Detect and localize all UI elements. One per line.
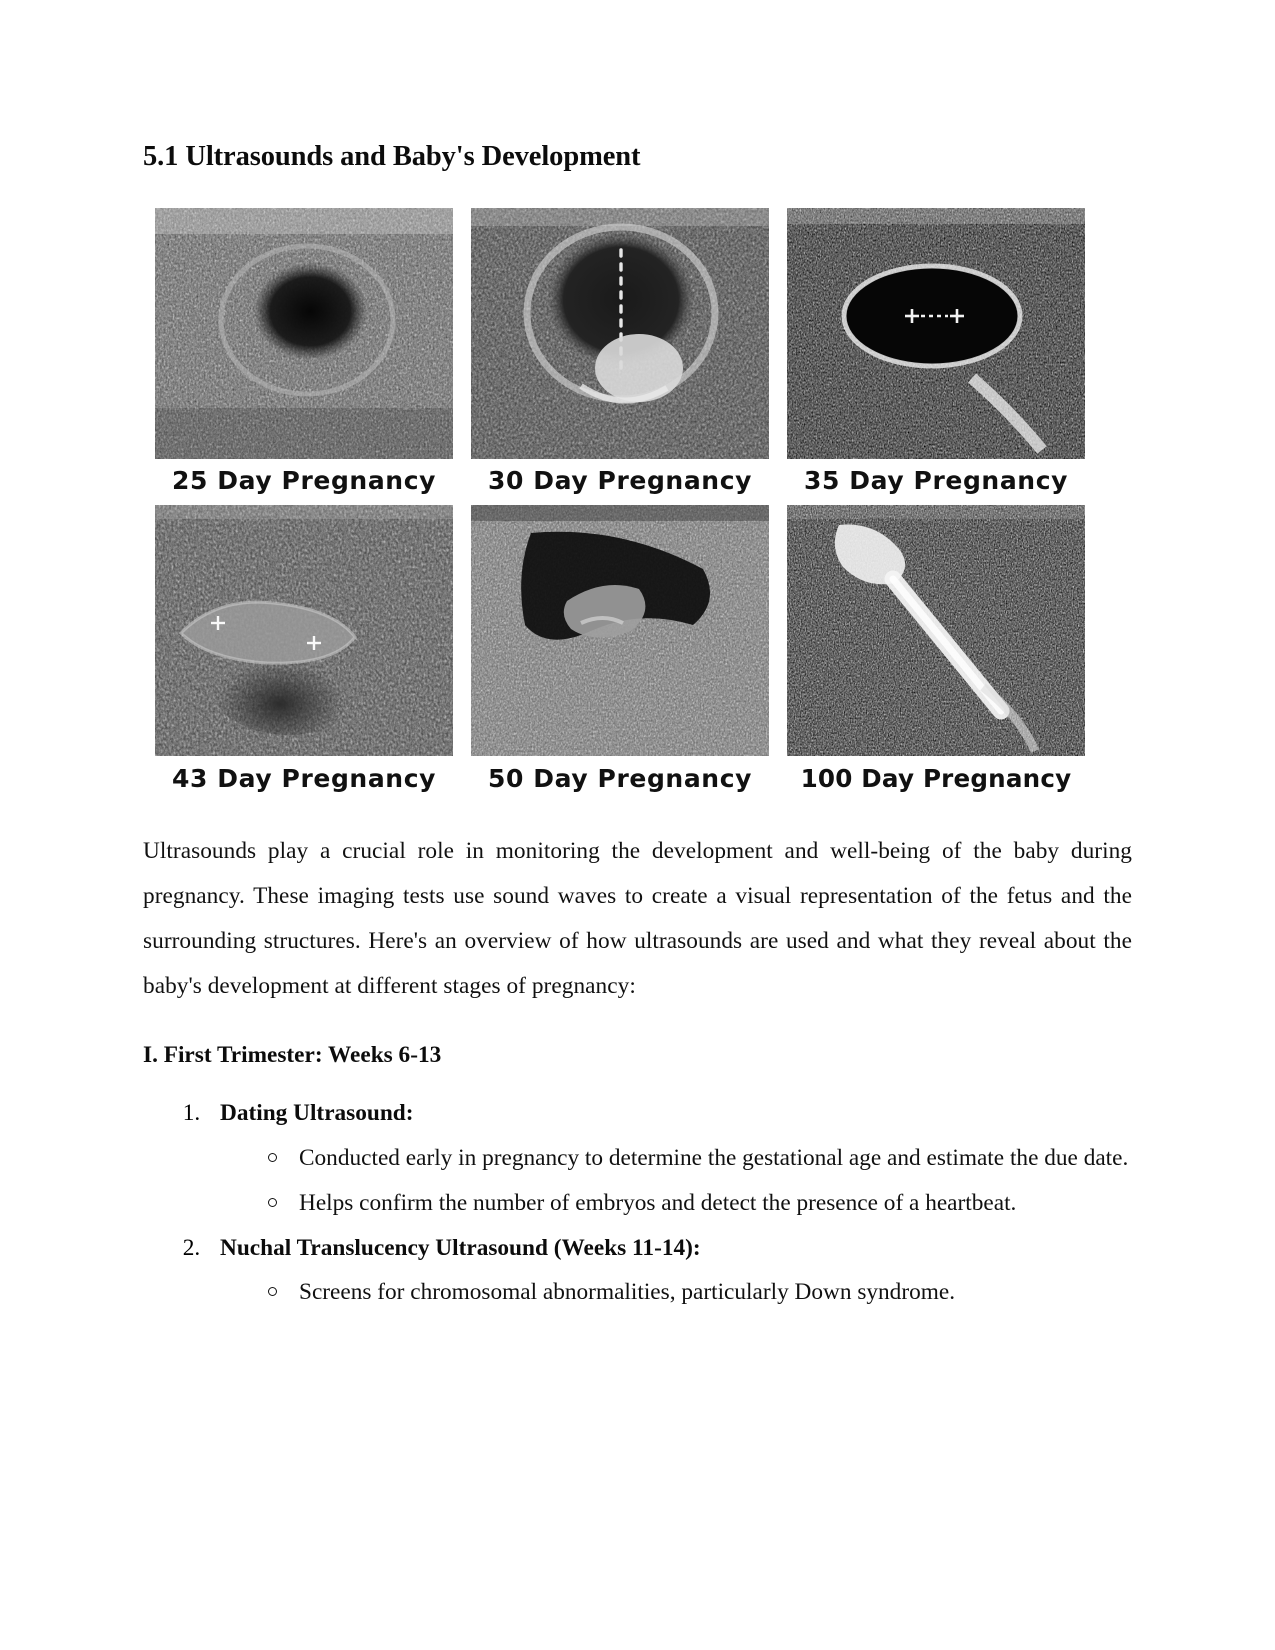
- ultrasound-caption: 100 Day Pregnancy: [800, 764, 1072, 794]
- ultrasound-image-30-day: [471, 208, 769, 459]
- sub-bullet-list: [220, 1270, 1132, 1315]
- ultrasound-caption: 25 Day Pregnancy: [171, 466, 437, 496]
- ultrasound-image-100-day: [787, 505, 1085, 756]
- ultrasound-image-25-day: [155, 208, 453, 459]
- ultrasound-cell-35-day: [787, 208, 1085, 495]
- sub-bullet: Helps confirm the number of embryos and detect the presence of a heartbeat.: [262, 1181, 1132, 1226]
- ultrasound-cell-30-day: [471, 208, 769, 495]
- section-heading-first-trimester: I. First Trimester: Weeks 6-13: [143, 1042, 442, 1068]
- ultrasound-cell-25-day: [155, 208, 453, 495]
- sub-bullet: Conducted early in pregnancy to determine the gestational age and estimate the due date.: [262, 1136, 1132, 1181]
- ultrasound-caption: 35 Day Pregnancy: [803, 466, 1069, 496]
- sub-bullet-list: [220, 1136, 1132, 1226]
- intro-paragraph: Ultrasounds play a crucial role in monitoring the development and well-being of the baby during pregnancy. These imaging tests use sound waves to create a visual representation of the fetus and the surrounding structures. Here's an overview of how ultrasounds are used and what they reveal about the baby's development at different stages of pregnancy:: [143, 838, 1132, 1000]
- list-item-title: 2. Nuchal Translucency Ultrasound (Weeks 11-14):: [220, 1234, 701, 1261]
- page-title: 5.1 Ultrasounds and Baby's Development: [143, 141, 641, 172]
- ultrasound-image-50-day: [471, 505, 769, 756]
- ultrasound-cell-43-day: [155, 505, 453, 793]
- list-item-dating-ultrasound: [206, 1093, 1132, 1226]
- ultrasound-caption: 30 Day Pregnancy: [487, 466, 753, 496]
- ultrasound-row: [155, 505, 1085, 793]
- list-item-title: 1. Dating Ultrasound:: [220, 1100, 414, 1126]
- trimester-item-list: [143, 1093, 1132, 1315]
- ultrasound-cell-100-day: [787, 505, 1085, 793]
- ultrasound-caption: 50 Day Pregnancy: [487, 764, 753, 794]
- ultrasound-image-43-day: [155, 505, 453, 756]
- ultrasound-caption: 43 Day Pregnancy: [171, 764, 437, 794]
- ultrasound-image-35-day: [787, 208, 1085, 459]
- sub-bullet: Screens for chromosomal abnormalities, particularly Down syndrome.: [262, 1270, 1132, 1315]
- ultrasound-row: [155, 208, 1085, 495]
- ultrasound-cell-50-day: [471, 505, 769, 793]
- list-item-nuchal-translucency-ultrasound: [206, 1228, 1132, 1316]
- ultrasound-figure: [155, 208, 1085, 793]
